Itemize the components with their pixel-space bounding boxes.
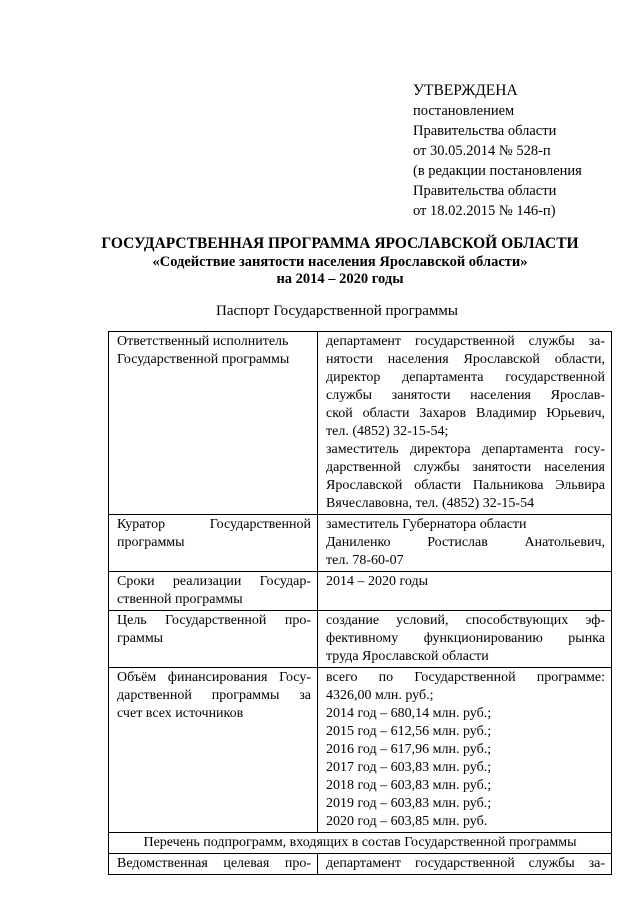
label-line: Ведомственная целевая про- [117,856,311,871]
label-line: Государственной программы [117,352,290,367]
label-line: ственной программы [117,592,243,607]
value-line: Даниленко Ростислав Анатольевич, [326,535,605,550]
row-label [109,668,318,833]
row-label [109,515,318,572]
value-line: 2014 – 2020 годы [326,574,429,589]
approval-line: от 18.02.2015 № 146-п) [413,203,556,219]
value-line: нятости населения Ярославской области, [326,352,605,367]
label-line: Объём финансирования Госу- [117,670,311,685]
value-line: тел. (4852) 32-15-54; [326,424,449,439]
value-line: 2014 год – 680,14 млн. руб.; [326,706,492,721]
value-line: департамент государственной службы за- [326,856,605,871]
approval-line: от 30.05.2014 № 528-п [413,143,551,159]
value-line: создание условий, способствующих эф- [326,613,605,628]
value-line: Ярославской области Пальникова Эльвира [326,478,605,493]
label-line: граммы [117,631,164,646]
value-line: директор департамента государственной [326,370,605,385]
approval-line: Правительства области [413,183,557,199]
row-label [109,854,318,875]
value-line: департамент государственной службы за- [326,334,605,349]
value-line: дарственной службы занятости населения [326,460,605,475]
passport-title: Паспорт Государственной программы [216,303,458,319]
label-line: дарственной программы за [117,688,311,703]
document-title [0,234,640,288]
label-line: Куратор Государственной [117,517,311,532]
row-value [318,515,612,572]
approval-line: (в редакции постановления [413,163,582,179]
label-line: программы [117,535,185,550]
value-line: заместитель директора департамента госу- [326,442,605,457]
label-line: Сроки реализации Государ- [117,574,311,589]
value-line: ской области Захаров Владимир Юрьевич, [326,406,605,421]
passport-table [108,331,612,875]
row-value [318,611,612,668]
label-line: Цель Государственной про- [117,613,311,628]
value-line: 2017 год – 603,83 млн. руб.; [326,760,492,775]
value-line: фективному функционированию рынка [326,631,605,646]
title-line-1: ГОСУДАРСТВЕННАЯ ПРОГРАММА ЯРОСЛАВСКОЙ ОБЛАСТИ [101,235,579,252]
table-row-term [109,572,612,611]
subprograms-header: Перечень подпрограмм, входящих в состав Государственной программы [109,833,612,854]
row-label [109,572,318,611]
value-line: труда Ярославской области [326,649,489,664]
table-row-curator [109,515,612,572]
value-line: 4326,00 млн. руб.; [326,688,434,703]
approval-heading: УТВЕРЖДЕНА [413,82,518,99]
value-line: Вячеславовна, тел. (4852) 32-15-54 [326,496,535,511]
approval-line: постановлением [413,103,515,119]
approval-line: Правительства области [413,123,557,139]
row-value [318,854,612,875]
value-line: всего по Государственной программе: [326,670,605,685]
approval-block [413,81,582,221]
row-value [318,332,612,515]
value-line: службы занятости населения Ярослав- [326,388,605,403]
value-line: 2016 год – 617,96 млн. руб.; [326,742,492,757]
table-row-goal [109,611,612,668]
table-row-executor [109,332,612,515]
table-row-subprograms-header [109,833,612,854]
title-line-2: «Содействие занятости населения Ярославской области» [152,254,528,270]
value-line: 2015 год – 612,56 млн. руб.; [326,724,492,739]
table-row-funding [109,668,612,833]
label-line: Ответственный исполнитель [117,334,289,349]
value-line: тел. 78-60-07 [326,553,404,568]
title-line-3: на 2014 – 2020 годы [276,271,404,287]
row-label [109,332,318,515]
table-row-departmental [109,854,612,875]
value-line: заместитель Губернатора области [326,517,527,532]
row-value [318,668,612,833]
value-line: 2019 год – 603,83 млн. руб.; [326,796,492,811]
row-value [318,572,612,611]
value-line: 2020 год – 603,85 млн. руб. [326,814,488,829]
row-label [109,611,318,668]
value-line: 2018 год – 603,83 млн. руб.; [326,778,492,793]
label-line: счет всех источников [117,706,244,721]
